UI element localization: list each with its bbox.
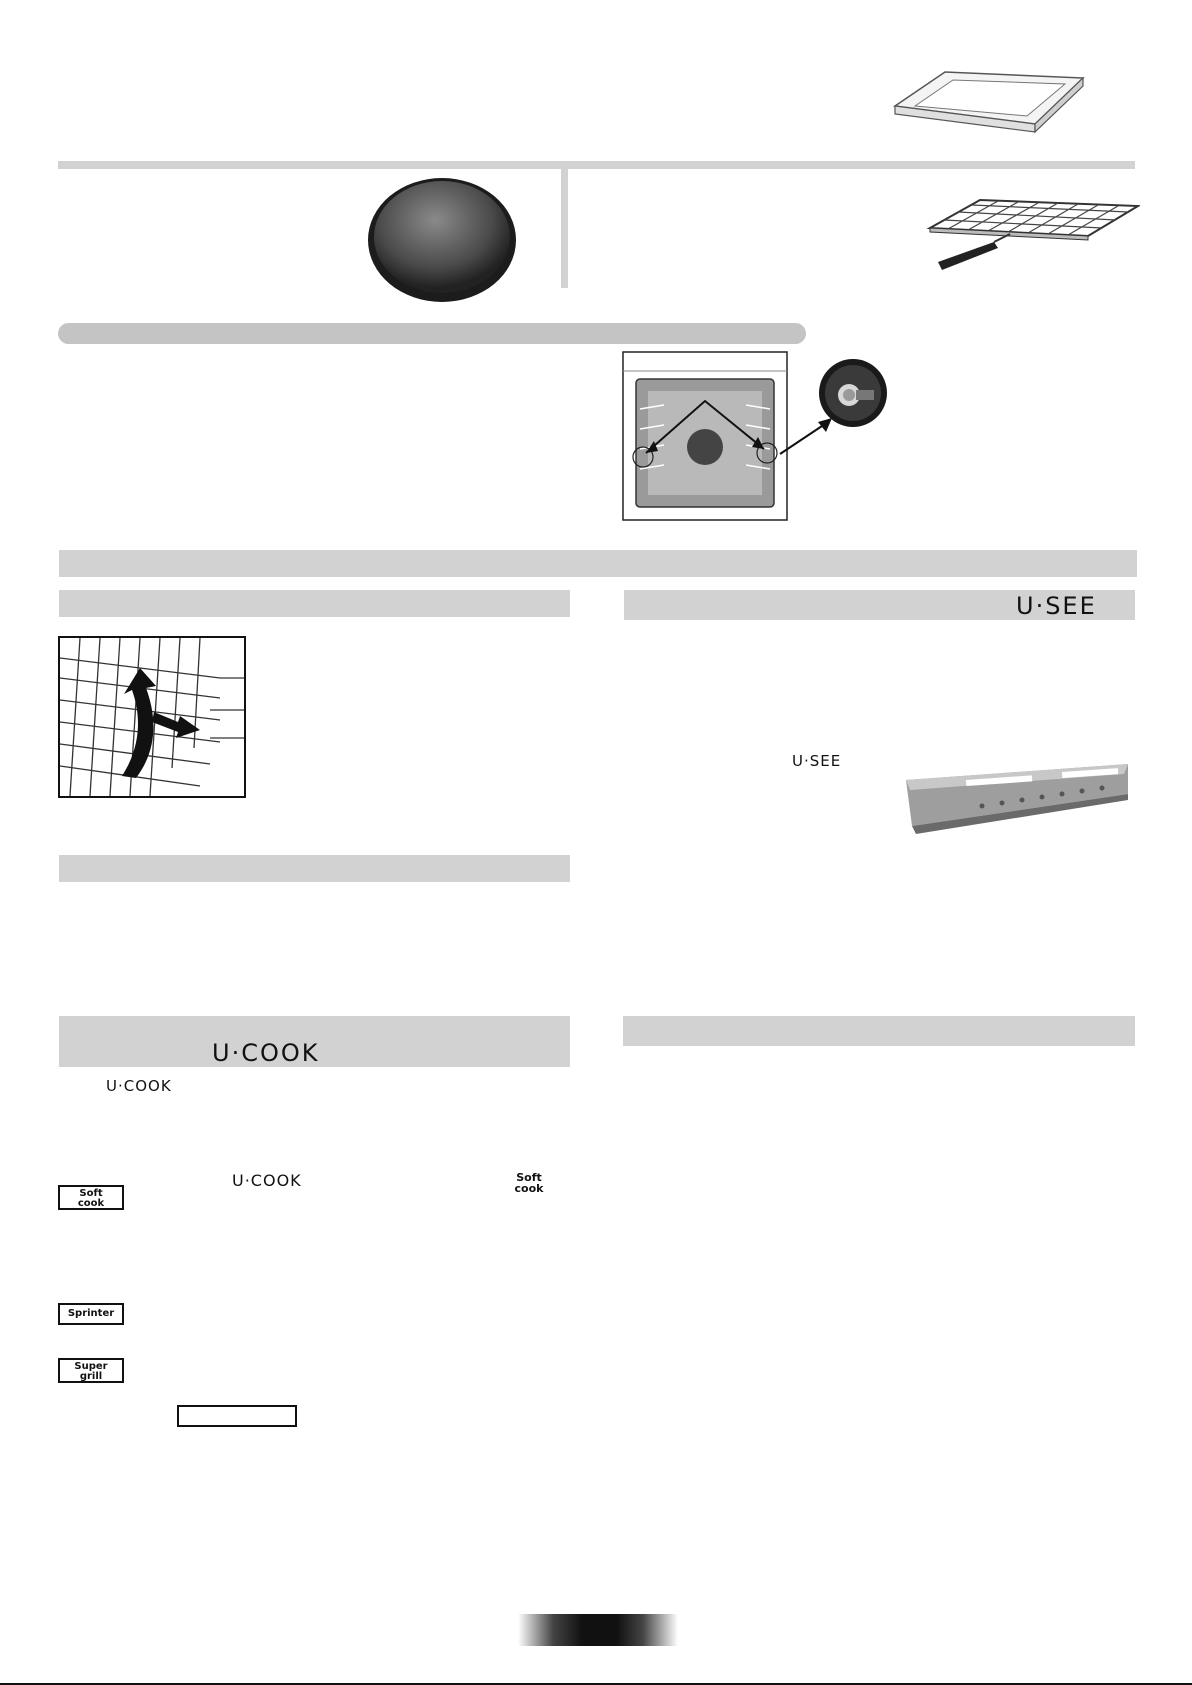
top-divider-bar [58,161,1135,169]
super-grill-badge-line1: Super [74,1361,108,1372]
support-detail-zoom [818,358,888,428]
soft-cook-badge-line2: cook [77,1198,105,1209]
sprinter-badge-label: Sprinter [67,1308,115,1319]
right-header-bar-3 [623,1016,1135,1046]
left-header-bar-2 [59,855,570,882]
rounded-section-bar [58,323,806,344]
sprinter-badge [58,1303,124,1325]
empty-outlined-box [177,1405,297,1427]
soft-cook-icon-inline [505,1172,553,1194]
usee-logo-large: U·SEE [1016,592,1097,620]
pizza-tray-image [353,173,531,303]
shelf-removal-diagram [58,636,246,798]
soft-cook-badge [58,1185,124,1210]
usee-logo-small: U·SEE [792,752,842,770]
page-number-tab [518,1614,678,1646]
soft-cook-inline-line1: Soft [516,1171,542,1184]
left-header-bar-1 [59,590,570,617]
wide-section-bar [59,550,1137,577]
oven-interior-image [620,349,790,523]
super-grill-badge-line2: grill [79,1371,103,1382]
enamel-tray-image [885,64,1085,144]
soft-cook-inline-line2: cook [514,1182,544,1195]
super-grill-badge [58,1358,124,1383]
ucook-logo-small-2: U·COOK [232,1171,302,1190]
ucook-logo-small-1: U·COOK [106,1077,172,1095]
ucook-logo-large: U·COOK [212,1039,320,1067]
soft-cook-badge-line1: Soft [79,1188,103,1199]
wire-grill-image [918,198,1140,276]
vertical-divider [561,168,568,288]
usee-light-rail-image [892,750,1140,842]
